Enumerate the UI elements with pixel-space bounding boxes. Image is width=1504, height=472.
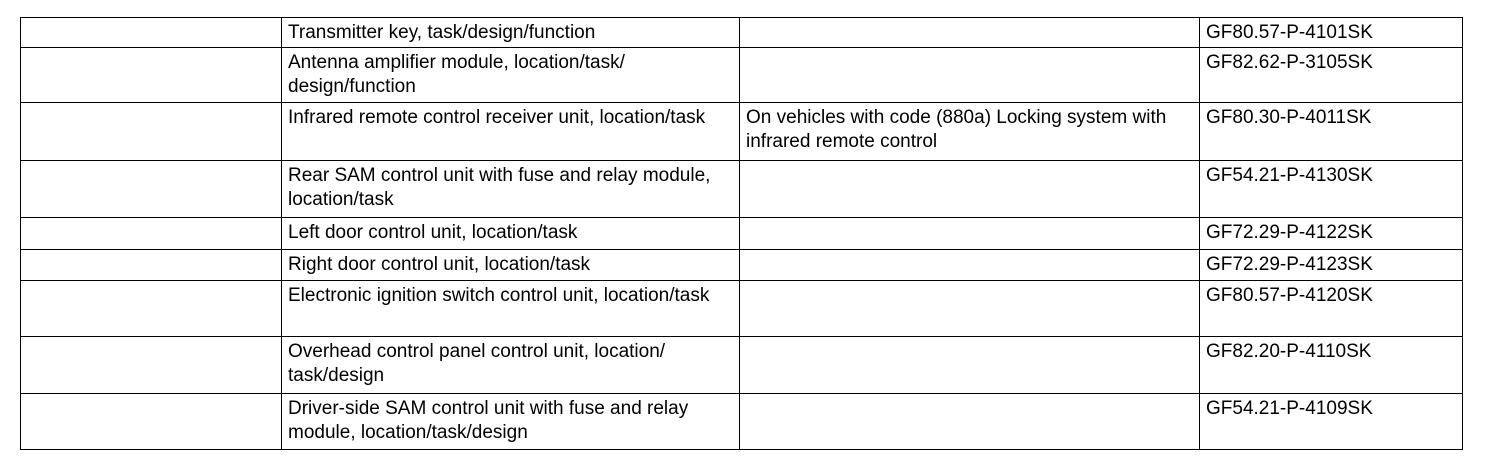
row-blank-cell xyxy=(21,161,282,218)
table-row xyxy=(21,218,1463,250)
document-number-cell: GF80.30-P-4011SK xyxy=(1200,103,1463,161)
condition-note-cell xyxy=(740,48,1200,103)
reference-table xyxy=(20,17,1463,450)
document-number-cell: GF54.21-P-4109SK xyxy=(1200,394,1463,450)
document-number-cell: GF80.57-P-4120SK xyxy=(1200,281,1463,337)
component-title-cell: Left door control unit, location/task xyxy=(282,218,740,250)
condition-note-cell: On vehicles with code (880a) Locking system with infrared remote control xyxy=(740,103,1200,161)
table-row xyxy=(21,18,1463,48)
condition-note-cell xyxy=(740,161,1200,218)
component-title-cell: Infrared remote control receiver unit, location/task xyxy=(282,103,740,161)
component-title-cell: Antenna amplifier module, location/task/ design/function xyxy=(282,48,740,103)
document-number-cell: GF72.29-P-4123SK xyxy=(1200,250,1463,281)
row-blank-cell xyxy=(21,394,282,450)
table-row xyxy=(21,250,1463,281)
row-blank-cell xyxy=(21,48,282,103)
component-title-cell: Overhead control panel control unit, location/ task/design xyxy=(282,337,740,394)
table-row xyxy=(21,394,1463,450)
row-blank-cell xyxy=(21,103,282,161)
component-title-cell: Right door control unit, location/task xyxy=(282,250,740,281)
row-blank-cell xyxy=(21,281,282,337)
condition-note-cell xyxy=(740,218,1200,250)
condition-note-cell xyxy=(740,281,1200,337)
table-row xyxy=(21,103,1463,161)
table-row xyxy=(21,337,1463,394)
condition-note-cell xyxy=(740,250,1200,281)
document-number-cell: GF72.29-P-4122SK xyxy=(1200,218,1463,250)
row-blank-cell xyxy=(21,218,282,250)
condition-note-cell xyxy=(740,18,1200,48)
table-row xyxy=(21,281,1463,337)
component-title-cell: Transmitter key, task/design/function xyxy=(282,18,740,48)
row-blank-cell xyxy=(21,337,282,394)
condition-note-cell xyxy=(740,337,1200,394)
component-title-cell: Electronic ignition switch control unit, location/task xyxy=(282,281,740,337)
component-title-cell: Driver-side SAM control unit with fuse and relay module, location/task/design xyxy=(282,394,740,450)
table-row xyxy=(21,48,1463,103)
row-blank-cell xyxy=(21,250,282,281)
document-number-cell: GF82.62-P-3105SK xyxy=(1200,48,1463,103)
row-blank-cell xyxy=(21,18,282,48)
component-title-cell: Rear SAM control unit with fuse and relay module, location/task xyxy=(282,161,740,218)
table-row xyxy=(21,161,1463,218)
document-number-cell: GF54.21-P-4130SK xyxy=(1200,161,1463,218)
document-number-cell: GF80.57-P-4101SK xyxy=(1200,18,1463,48)
condition-note-cell xyxy=(740,394,1200,450)
document-number-cell: GF82.20-P-4110SK xyxy=(1200,337,1463,394)
